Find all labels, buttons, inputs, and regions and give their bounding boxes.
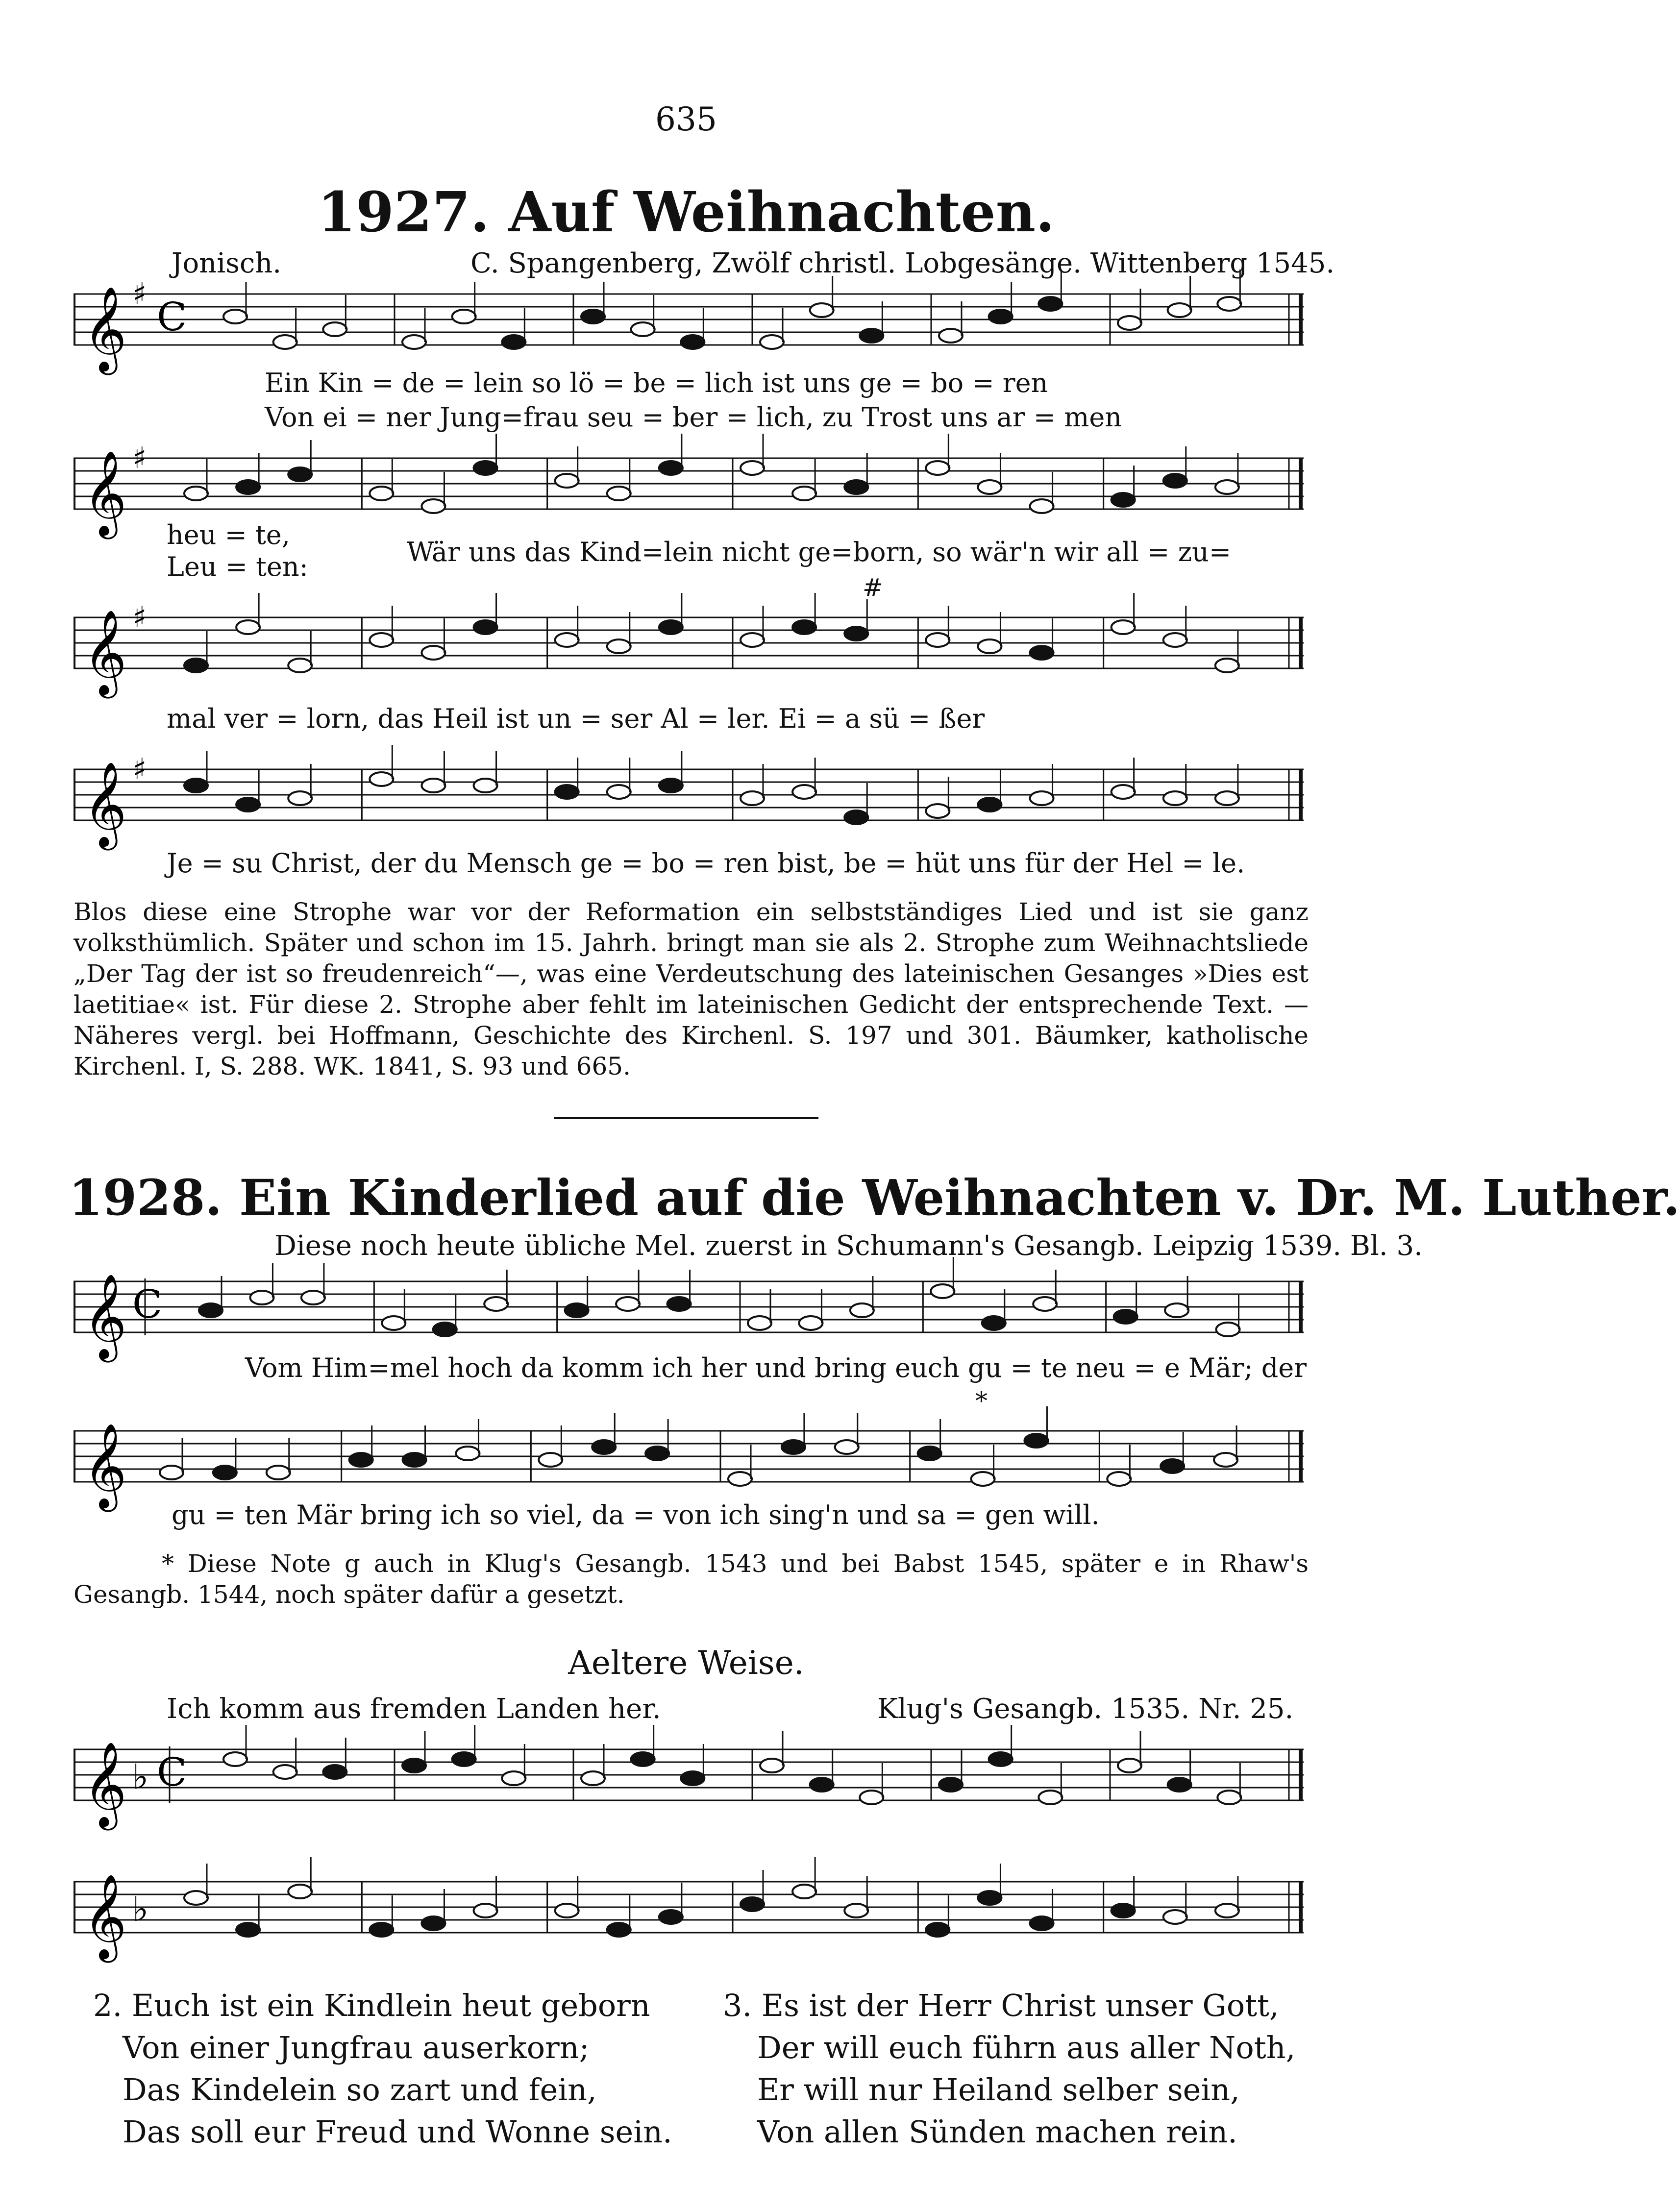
note-head [799, 1316, 822, 1330]
note-head [273, 335, 297, 349]
note-head [555, 785, 579, 799]
note-head [1216, 1323, 1240, 1336]
lyric-line: Ein Kin = de = lein so lö = be = lich ist uns ge = bo = ren [265, 368, 1048, 398]
note-head [199, 1303, 222, 1317]
note-head [741, 1897, 764, 1911]
note-head [1163, 633, 1187, 647]
lyric-line: Leu = ten: [167, 551, 308, 582]
note-head [555, 474, 579, 488]
note-head [1165, 1303, 1188, 1317]
note-head [301, 1291, 325, 1304]
note-head [288, 659, 312, 672]
note-head [835, 1440, 859, 1454]
note-head [403, 1453, 426, 1467]
sharp-icon: ♯ [132, 277, 147, 311]
note-head [581, 1771, 605, 1785]
note-head [971, 1472, 995, 1486]
note-head [273, 1765, 297, 1779]
time-signature-icon: C [157, 294, 187, 340]
note-head [184, 779, 208, 792]
note-head [918, 1447, 941, 1460]
note-head [748, 1316, 771, 1330]
note-head [1118, 316, 1141, 330]
note-head [782, 1440, 805, 1454]
note-head [1118, 1759, 1141, 1772]
note-head [1107, 1472, 1131, 1486]
note-head [978, 798, 1001, 811]
note-head [250, 1291, 273, 1304]
commentary-paragraph: Blos diese eine Strophe war vor der Reformation ein selbstständiges Lied und ist sie ganz volksthümlich. Später und schon im 15. Jahrh. bringt man sie als 2. Strophe zum Weihnachtsliede „Der Tag der ist so freudenreich“—, was eine Verdeutschung des lateinischen Gesanges »Dies est laetitiae« ist. Für diese 2. Strophe aber fehlt im lateinischen Gedicht der entsprechende Text. — Näheres vergl. bei Hoffmann, Geschichte des Kirchenl. S. 197 und 301. Bäumker, katholische Kirchenl. I, S. 288. WK. 1841, S. 93 und 665. [74, 898, 1309, 1080]
note-head [452, 1752, 476, 1766]
note-head [1030, 646, 1054, 660]
note-head [926, 461, 949, 475]
verse-line: Der will euch führn aus aller Noth, [757, 2030, 1296, 2065]
asterisk-mark: * [975, 1387, 988, 1415]
note-head [978, 1891, 1001, 1905]
hymn-1927-source: C. Spangenberg, Zwölf christl. Lobgesänge. Wittenberg 1545. [470, 247, 1335, 279]
music-staff [74, 1730, 1304, 1828]
note-head [213, 1466, 237, 1479]
note-head [1168, 303, 1191, 317]
note-head [850, 1303, 874, 1317]
music-staff [74, 274, 1304, 372]
section-divider [554, 1117, 818, 1119]
note-head [370, 1923, 393, 1937]
note-head [421, 646, 445, 660]
verse-line: 3. Es ist der Herr Christ unser Gott, [723, 1988, 1279, 2023]
note-head [223, 310, 247, 323]
note-head [939, 329, 963, 343]
note-head [659, 620, 683, 634]
page-number: 635 [655, 100, 717, 138]
note-head [323, 1765, 346, 1779]
lyric-line: Wär uns das Kind=lein nicht ge=born, so wär'n wir all = zu= [407, 537, 1232, 567]
note-head [1163, 1910, 1187, 1924]
hymn-1927-mode: Jonisch. [172, 247, 282, 279]
note-head [502, 335, 525, 349]
verse-line: Von einer Jungfrau auserkorn; [123, 2030, 590, 2065]
note-head [581, 310, 605, 323]
note-head [370, 633, 393, 647]
note-head [592, 1440, 616, 1454]
lyric-line: heu = te, [167, 519, 290, 550]
lyric-line: mal ver = lorn, das Heil ist un = ser Al = ler. Ei = a sü = ßer [167, 703, 985, 734]
note-head [607, 785, 631, 799]
note-head [484, 1297, 508, 1311]
note-head [844, 627, 868, 640]
note-head [926, 804, 949, 818]
note-head [474, 779, 497, 792]
treble-clef-icon: 𝄞 [83, 1874, 127, 1959]
verse-line: Von allen Sünden machen rein. [757, 2114, 1237, 2150]
note-head [844, 810, 868, 824]
note-head [474, 1904, 497, 1917]
treble-clef-icon: 𝄞 [83, 610, 127, 695]
verse-line: Das soll eur Freud und Wonne sein. [123, 2114, 672, 2150]
older-tune-heading: Aeltere Weise. [568, 1644, 804, 1682]
note-head [860, 1791, 883, 1804]
note-head [631, 1752, 655, 1766]
footnote: * Diese Note g auch in Klug's Gesangb. 1543 und bei Babst 1545, später e in Rhaw's Gesangb. 1544, noch später dafür a gesetzt. [74, 1549, 1309, 1609]
note-head [1215, 791, 1239, 805]
time-signature-icon: C [157, 1749, 187, 1795]
note-head [681, 1771, 704, 1785]
note-head [402, 1759, 426, 1772]
note-head [184, 487, 208, 500]
music-staff [74, 1262, 1304, 1360]
note-head [631, 322, 655, 336]
note-head [539, 1453, 562, 1467]
sharp-mark: # [863, 573, 883, 602]
note-head [1112, 493, 1135, 507]
note-head [1217, 297, 1241, 311]
note-head [792, 785, 816, 799]
treble-clef-icon: 𝄞 [83, 1274, 127, 1359]
note-head [681, 335, 704, 349]
verse-2 [93, 1985, 672, 2153]
note-head [288, 791, 312, 805]
flat-icon: ♭ [132, 1757, 149, 1797]
hymn-1928-title: 1928. Ein Kinderlied auf die Weihnachten v. Dr. M. Luther. [69, 1169, 1680, 1227]
note-head [926, 1923, 949, 1937]
note-head [978, 480, 1001, 494]
note-head [1114, 1310, 1137, 1324]
note-head [370, 487, 393, 500]
note-head [421, 1916, 445, 1930]
sharp-icon: ♯ [132, 600, 147, 635]
note-head [659, 779, 683, 792]
hymn-1927-title: 1927. Auf Weihnachten. [317, 180, 1055, 245]
note-head [1112, 1904, 1135, 1917]
note-head [728, 1472, 752, 1486]
sharp-icon: ♯ [132, 441, 147, 475]
note-head [1030, 499, 1054, 513]
note-head [931, 1284, 954, 1298]
note-head [741, 633, 764, 647]
note-head [1215, 1904, 1239, 1917]
note-head [565, 1303, 589, 1317]
note-head [1215, 480, 1239, 494]
note-head [989, 1752, 1013, 1766]
note-head [1161, 1459, 1184, 1473]
sharp-icon: ♯ [132, 752, 147, 786]
note-head [1215, 659, 1239, 672]
note-head [1024, 1434, 1048, 1448]
note-head [555, 633, 579, 647]
note-head [184, 659, 208, 672]
note-head [1214, 1453, 1237, 1467]
note-head [939, 1778, 963, 1792]
older-tune-text: Ich komm aus fremden Landen her. [167, 1693, 661, 1725]
note-head [645, 1447, 669, 1460]
note-head [667, 1297, 691, 1311]
music-staff [74, 1411, 1304, 1509]
note-head [236, 798, 260, 811]
note-head [607, 639, 631, 653]
note-head [792, 1885, 816, 1898]
note-head [982, 1316, 1006, 1330]
lyric-line: Von ei = ner Jung=frau seu = ber = lich, zu Trost uns ar = men [265, 402, 1122, 433]
note-head [502, 1771, 525, 1785]
note-head [760, 1759, 784, 1772]
note-head [421, 499, 445, 513]
note-head [288, 467, 312, 481]
note-head [1217, 1791, 1241, 1804]
note-head [607, 487, 631, 500]
note-head [474, 461, 497, 475]
note-head [741, 791, 764, 805]
note-head [236, 620, 260, 634]
note-head [860, 329, 883, 343]
note-head [607, 1923, 631, 1937]
note-head [555, 1904, 579, 1917]
note-head [223, 1752, 247, 1766]
note-head [160, 1466, 183, 1479]
note-head [474, 620, 497, 634]
note-head [616, 1297, 640, 1311]
note-head [792, 487, 816, 500]
note-head [760, 335, 784, 349]
note-head [1038, 297, 1062, 311]
verse-3 [723, 1985, 1295, 2153]
note-head [402, 335, 426, 349]
note-head [741, 461, 764, 475]
lyric-line: Je = su Christ, der du Mensch ge = bo = ren bist, be = hüt uns für der Hel = le. [167, 848, 1245, 879]
time-signature-icon: C [132, 1281, 163, 1327]
treble-clef-icon: 𝄞 [83, 450, 127, 536]
note-head [659, 461, 683, 475]
note-head [184, 1891, 208, 1905]
note-head [236, 1923, 260, 1937]
verse-line: Er will nur Heiland selber sein, [757, 2072, 1240, 2108]
note-head [1163, 474, 1187, 488]
music-staff [74, 598, 1304, 696]
note-head [267, 1466, 290, 1479]
note-head [1112, 785, 1135, 799]
note-head [659, 1910, 683, 1924]
lyric-line: Vom Him=mel hoch da komm ich her und bring euch gu = te neu = e Mär; der [245, 1352, 1307, 1383]
note-head [1112, 620, 1135, 634]
note-head [810, 1778, 834, 1792]
verse-line: Das Kindelein so zart und fein, [123, 2072, 597, 2108]
note-head [1030, 1916, 1054, 1930]
treble-clef-icon: 𝄞 [83, 286, 127, 371]
note-head [810, 303, 834, 317]
note-head [288, 1885, 312, 1898]
music-staff [74, 1862, 1304, 1960]
treble-clef-icon: 𝄞 [83, 1742, 127, 1827]
note-head [926, 633, 949, 647]
note-head [421, 779, 445, 792]
flat-icon: ♭ [132, 1889, 149, 1929]
note-head [844, 1904, 868, 1917]
note-head [433, 1323, 457, 1336]
note-head [1038, 1791, 1062, 1804]
note-head [989, 310, 1013, 323]
note-head [323, 322, 346, 336]
note-head [792, 620, 816, 634]
verse-line: 2. Euch ist ein Kindlein heut geborn [93, 1988, 650, 2023]
lyric-line: gu = ten Mär bring ich so viel, da = von ich sing'n und sa = gen will. [172, 1499, 1100, 1530]
note-head [382, 1316, 405, 1330]
note-head [456, 1447, 479, 1460]
note-head [1168, 1778, 1191, 1792]
note-head [452, 310, 476, 323]
music-staff [74, 750, 1304, 848]
note-head [349, 1453, 373, 1467]
note-head [1030, 791, 1054, 805]
note-head [1163, 791, 1187, 805]
note-head [978, 639, 1001, 653]
treble-clef-icon: 𝄞 [83, 1423, 127, 1508]
hymn-1928-source: Diese noch heute übliche Mel. zuerst in Schumann's Gesangb. Leipzig 1539. Bl. 3. [274, 1230, 1423, 1262]
older-tune-source: Klug's Gesangb. 1535. Nr. 25. [877, 1693, 1294, 1725]
note-head [844, 480, 868, 494]
note-head [370, 772, 393, 786]
note-head [1033, 1297, 1057, 1311]
note-head [236, 480, 260, 494]
treble-clef-icon: 𝄞 [83, 761, 127, 847]
